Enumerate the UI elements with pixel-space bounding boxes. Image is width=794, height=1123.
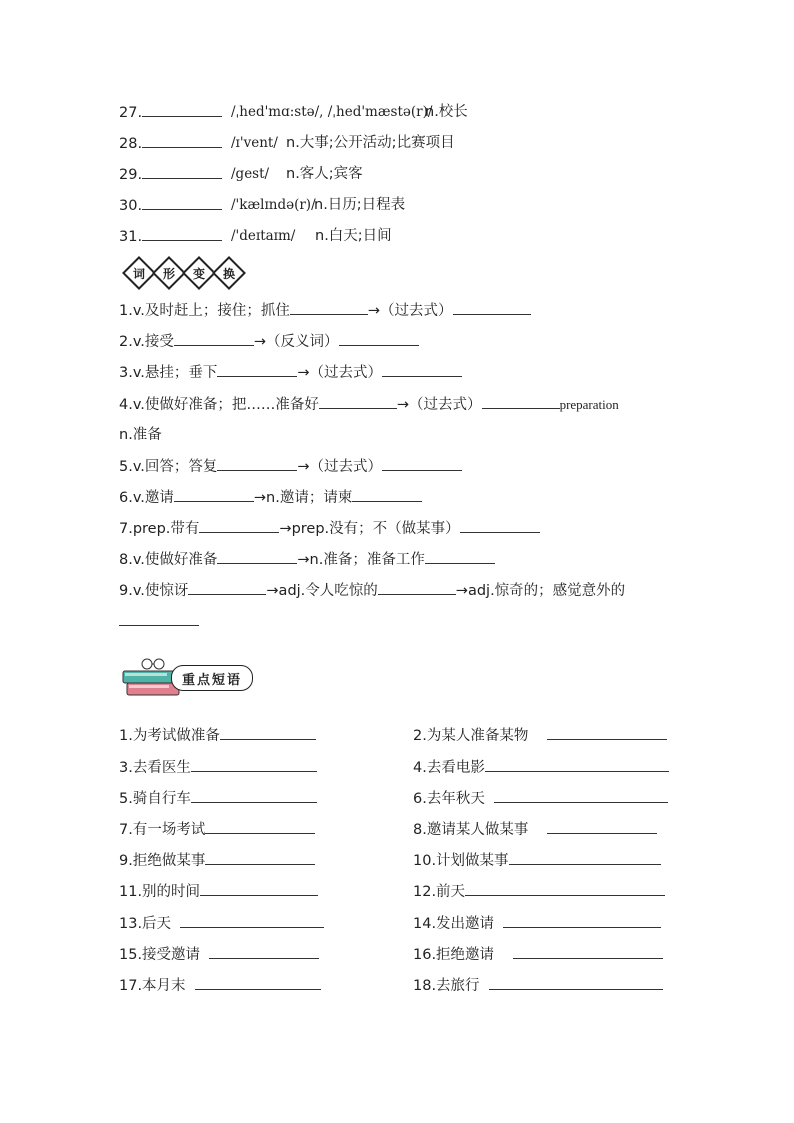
- answer-blank[interactable]: [217, 362, 297, 377]
- phrase-item: 14.发出邀请: [413, 913, 661, 934]
- answer-blank[interactable]: [290, 300, 368, 315]
- word-form-target: →（过去式）: [396, 397, 482, 413]
- word-form-row: [119, 549, 495, 570]
- vocab-meaning: n.大事;公开活动;比赛项目: [286, 135, 455, 151]
- vocab-row: [119, 226, 392, 247]
- vocab-number: 29.: [119, 167, 143, 183]
- word-form-prompt: 6.v.邀请: [119, 490, 174, 506]
- vocab-phonetic: /'deɪtaɪm/: [231, 228, 296, 244]
- word-form-prompt: 1.v.及时赶上；接住；抓住: [119, 303, 290, 319]
- vocab-row: [119, 164, 363, 185]
- answer-blank[interactable]: [513, 944, 663, 959]
- phrase-item: 18.去旅行: [413, 975, 663, 996]
- phrase-item: 9.拒绝做某事: [119, 850, 315, 871]
- answer-blank[interactable]: [191, 757, 317, 772]
- word-form-target: →adj.令人吃惊的: [266, 583, 378, 599]
- answer-blank[interactable]: [547, 725, 667, 740]
- phrase-item: 6.去年秋天: [413, 788, 668, 809]
- answer-blank[interactable]: [217, 549, 297, 564]
- word-form-target: →（过去式）: [297, 365, 383, 381]
- word-form-target: →（过去式）: [367, 303, 453, 319]
- word-form-target: →n.邀请；请柬: [253, 490, 353, 506]
- word-form-target: →（过去式）: [297, 459, 383, 475]
- answer-blank[interactable]: [319, 394, 397, 409]
- answer-blank[interactable]: [509, 850, 661, 865]
- word-form-row: [119, 580, 625, 601]
- key-phrases-title: 重点短语: [171, 665, 253, 691]
- vocab-number: 31.: [119, 229, 143, 245]
- word-form-prompt: 7.prep.带有: [119, 521, 200, 537]
- phrase-item: 8.邀请某人做某事: [413, 819, 657, 840]
- header-diamond: 形: [152, 256, 186, 290]
- phrase-item: 16.拒绝邀请: [413, 944, 663, 965]
- phrase-item: 7.有一场考试: [119, 819, 315, 840]
- word-form-extra: preparation: [559, 397, 619, 412]
- word-form-row: [119, 456, 462, 477]
- word-form-continuation: [119, 611, 199, 632]
- word-forms-header: [121, 253, 245, 297]
- phrase-item: 12.前天: [413, 881, 665, 902]
- answer-blank[interactable]: [465, 881, 665, 896]
- word-form-row: [119, 518, 540, 539]
- word-form-target: →n.准备；准备工作: [297, 552, 425, 568]
- answer-blank[interactable]: [142, 102, 222, 117]
- word-form-prompt: 8.v.使做好准备: [119, 552, 218, 568]
- answer-blank[interactable]: [142, 133, 222, 148]
- phrase-item: 17.本月末: [119, 975, 321, 996]
- answer-blank[interactable]: [209, 944, 319, 959]
- answer-blank[interactable]: [205, 819, 315, 834]
- vocab-phonetic: /gest/: [231, 166, 270, 182]
- phrase-item: 4.去看电影: [413, 757, 669, 778]
- phrase-item: 5.骑自行车: [119, 788, 317, 809]
- header-diamond: 变: [182, 256, 216, 290]
- vocab-row: [119, 195, 406, 216]
- header-diamond: 词: [122, 256, 156, 290]
- vocab-phonetic: /ɪ'vent/: [231, 135, 278, 151]
- phrase-item: 13.后天: [119, 913, 324, 934]
- answer-blank[interactable]: [503, 913, 661, 928]
- answer-blank[interactable]: [382, 362, 462, 377]
- word-form-continuation: n.准备: [119, 427, 162, 443]
- answer-blank[interactable]: [191, 788, 317, 803]
- phrase-item: 15.接受邀请: [119, 944, 319, 965]
- phrase-item: 2.为某人准备某物: [413, 725, 667, 746]
- answer-blank[interactable]: [180, 913, 324, 928]
- answer-blank[interactable]: [119, 611, 199, 626]
- answer-blank[interactable]: [547, 819, 657, 834]
- word-form-prompt: 3.v.悬挂；垂下: [119, 365, 218, 381]
- answer-blank[interactable]: [174, 331, 254, 346]
- answer-blank[interactable]: [142, 164, 222, 179]
- answer-blank[interactable]: [199, 518, 279, 533]
- word-form-target: →prep.没有；不（做某事）: [279, 521, 460, 537]
- vocab-number: 28.: [119, 136, 143, 152]
- answer-blank[interactable]: [482, 394, 560, 409]
- header-diamond: 换: [212, 256, 246, 290]
- answer-blank[interactable]: [425, 549, 495, 564]
- answer-blank[interactable]: [494, 788, 668, 803]
- vocab-meaning: n.客人;宾客: [286, 166, 363, 182]
- answer-blank[interactable]: [352, 487, 422, 502]
- answer-blank[interactable]: [195, 975, 321, 990]
- word-form-prompt: 2.v.接受: [119, 334, 174, 350]
- word-form-row: [119, 362, 462, 383]
- word-form-row: [119, 300, 531, 321]
- answer-blank[interactable]: [460, 518, 540, 533]
- vocab-meaning: n.校长: [425, 104, 468, 120]
- vocab-phonetic: /'kælɪndə(r)/: [231, 197, 316, 213]
- answer-blank[interactable]: [485, 757, 669, 772]
- answer-blank[interactable]: [378, 580, 456, 595]
- answer-blank[interactable]: [200, 881, 318, 896]
- vocab-number: 27.: [119, 105, 143, 121]
- word-form-row: [119, 394, 619, 415]
- word-form-prompt: 5.v.回答；答复: [119, 459, 218, 475]
- answer-blank[interactable]: [174, 487, 254, 502]
- answer-blank[interactable]: [382, 456, 462, 471]
- answer-blank[interactable]: [339, 331, 419, 346]
- word-form-row: [119, 487, 422, 508]
- answer-blank[interactable]: [453, 300, 531, 315]
- word-form-target: →（反义词）: [253, 334, 339, 350]
- vocab-row: [119, 102, 468, 123]
- answer-blank[interactable]: [220, 725, 316, 740]
- vocab-meaning: n.日历;日程表: [314, 197, 406, 213]
- vocab-row: [119, 133, 455, 154]
- answer-blank[interactable]: [188, 580, 266, 595]
- word-form-row: [119, 331, 419, 352]
- phrase-item: 1.为考试做准备: [119, 725, 316, 746]
- vocab-number: 30.: [119, 198, 143, 214]
- key-phrases-header: [119, 655, 259, 701]
- answer-blank[interactable]: [142, 226, 222, 241]
- phrase-item: 10.计划做某事: [413, 850, 661, 871]
- answer-blank[interactable]: [217, 456, 297, 471]
- word-form-prompt: 4.v.使做好准备；把……准备好: [119, 397, 319, 413]
- phrase-item: 3.去看医生: [119, 757, 317, 778]
- vocab-phonetic: /ˌhed'mɑ:stə/, /ˌhed'mæstə(r)/: [231, 104, 433, 120]
- word-form-target: →adj.惊奇的；感觉意外的: [455, 583, 626, 599]
- phrase-item: 11.别的时间: [119, 881, 318, 902]
- answer-blank[interactable]: [489, 975, 663, 990]
- answer-blank[interactable]: [205, 850, 315, 865]
- vocab-meaning: n.白天;日间: [315, 228, 392, 244]
- answer-blank[interactable]: [142, 195, 222, 210]
- word-form-prompt: 9.v.使惊讶: [119, 583, 189, 599]
